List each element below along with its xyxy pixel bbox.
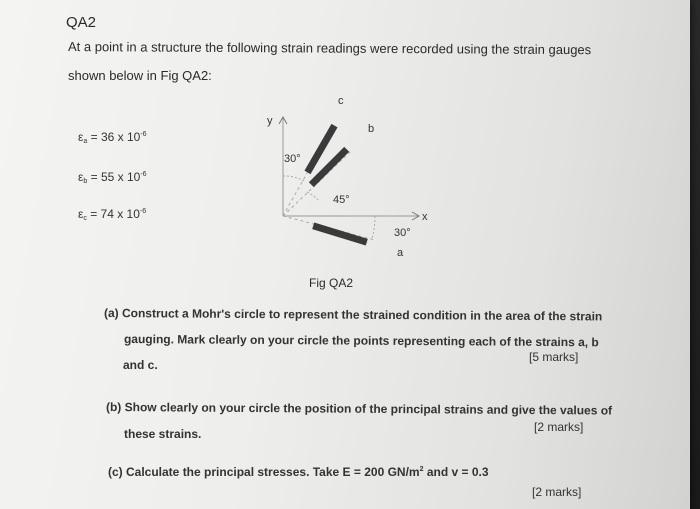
strain-a-sub: a (83, 138, 88, 145)
y-axis-label: y (267, 115, 273, 127)
angle-label-mid: 45° (333, 194, 350, 206)
strain-c-exp: -6 (139, 208, 147, 215)
part-c-unit-exp: 2 (419, 466, 424, 473)
angle-arc-bottom (372, 216, 375, 239)
angle-arc-top (283, 176, 304, 181)
gauge-b-label: b (368, 123, 375, 135)
strain-c-sub: c (83, 215, 87, 222)
part-c-text: (c) Calculate the principal stresses. Take E = 200 GN/m (108, 465, 420, 479)
part-a-line-2: gauging. Mark clearly on your circle the points representing each of the strains a, b (123, 332, 599, 350)
strain-c-symbol: ε (78, 207, 84, 221)
part-a-marks: [5 marks] (529, 350, 579, 364)
x-axis-label: x (422, 211, 428, 223)
part-a-line-3: and c. (123, 358, 158, 372)
strain-b-symbol: ε (78, 170, 84, 184)
part-c-line-1 (108, 465, 489, 479)
gauge-a (312, 222, 368, 245)
angle-arc-mid (307, 192, 318, 200)
angle-label-bottom: 30° (394, 227, 411, 239)
strain-b-value: = 55 x 10 (87, 170, 141, 184)
strain-b-sub: b (83, 178, 88, 185)
part-c-text-end: and v = 0.3 (423, 465, 489, 479)
intro-line-1: At a point in a structure the following strain readings were recorded using the strain gauges (67, 39, 592, 58)
part-a-line-1: (a) Construct a Mohr's circle to represent the strained condition in the area of the strain (103, 306, 603, 324)
strain-b-exp: -6 (140, 171, 147, 178)
question-id: QA2 (66, 14, 97, 31)
gauge-a-label: a (397, 247, 404, 259)
part-c-marks: [2 marks] (532, 485, 582, 499)
part-b-line-1: (b) Show clearly on your circle the position of the principal strains and give the values of (105, 400, 613, 418)
strain-c-value: = 74 x 10 (86, 207, 140, 221)
strain-a-exp: -6 (140, 131, 147, 138)
strain-a-value: = 36 x 10 (87, 130, 141, 144)
figure-caption: Fig QA2 (309, 276, 354, 290)
gauge-c-label: c (338, 95, 344, 107)
intro-line-2: shown below in Fig QA2: (68, 68, 212, 83)
part-b-line-2: these strains. (124, 427, 202, 441)
part-b-marks: [2 marks] (534, 420, 584, 434)
strain-a-symbol: ε (78, 130, 84, 144)
angle-label-top: 30° (284, 153, 301, 165)
